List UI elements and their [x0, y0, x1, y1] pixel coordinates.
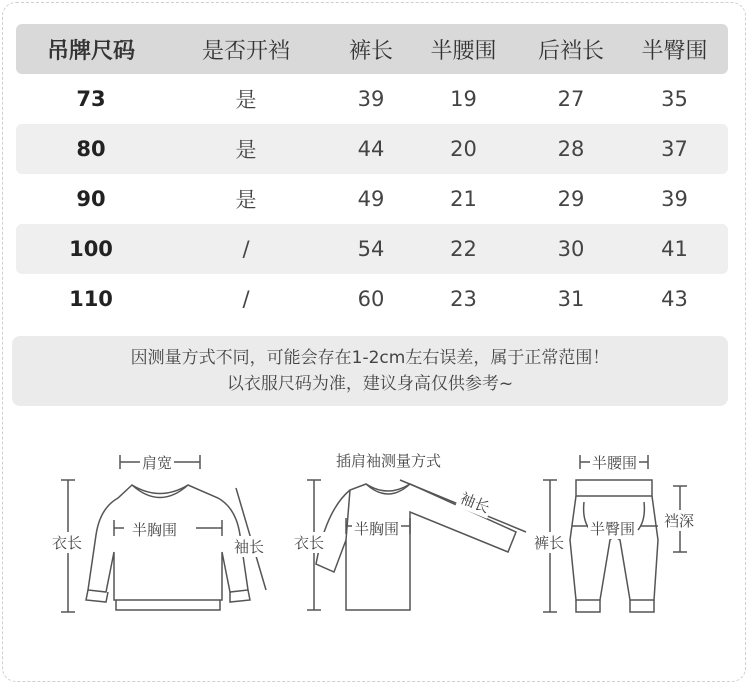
table-row: [16, 74, 728, 124]
cell-pants-length: 39: [357, 87, 385, 111]
cell-half-waist: 19: [450, 87, 477, 111]
cell-back-rise: 30: [557, 237, 585, 261]
header-half-waist: 半腰围: [430, 38, 497, 64]
size-table: [16, 24, 728, 324]
label-crotch-depth: 裆深: [664, 512, 695, 530]
pants-diagram: [528, 440, 728, 620]
cell-half-hip: 35: [661, 87, 688, 111]
sweater-diagram: [40, 440, 280, 620]
cell-open-crotch: /: [242, 237, 250, 261]
cell-open-crotch: 是: [235, 88, 257, 112]
label-body-length: 衣长: [52, 534, 83, 552]
label-sleeve-length: 袖长: [455, 486, 494, 518]
label-half-chest: 半胸围: [354, 520, 400, 538]
table-row: [16, 274, 728, 324]
cell-half-hip: 41: [661, 237, 688, 261]
cell-half-hip: 39: [661, 187, 688, 211]
label-pants-length: 裤长: [534, 534, 565, 552]
raglan-diagram: [290, 440, 530, 620]
header-open-crotch: 是否开裆: [201, 38, 290, 64]
cell-half-waist: 23: [450, 287, 477, 311]
label-shoulder-width: 肩宽: [142, 454, 173, 472]
cell-open-crotch: 是: [235, 138, 257, 162]
header-back-rise: 后裆长: [537, 38, 604, 64]
label-half-waist: 半腰围: [592, 454, 638, 472]
cell-back-rise: 28: [557, 137, 585, 161]
cell-half-hip: 43: [661, 287, 688, 311]
cell-size: 100: [69, 237, 113, 261]
table-row: [16, 224, 728, 274]
cell-half-hip: 37: [661, 137, 688, 161]
header-tag-size: 吊牌尺码: [46, 38, 135, 64]
cell-back-rise: 29: [557, 187, 585, 211]
note-line-1: 因测量方式不同，可能会存在1-2cm左右误差，属于正常范围！: [130, 348, 610, 368]
table-row: [16, 124, 728, 174]
table-row: [16, 174, 728, 224]
cell-open-crotch: 是: [235, 188, 257, 212]
cell-size: 73: [76, 87, 106, 111]
cell-size: 80: [76, 137, 106, 161]
raglan-title: 插肩袖测量方式: [336, 452, 442, 470]
note-line-2: 以衣服尺码为准，建议身高仅供参考~: [226, 374, 514, 394]
label-sleeve-length: 袖长: [234, 538, 265, 556]
cell-open-crotch: /: [242, 287, 250, 311]
label-half-chest: 半胸围: [132, 521, 178, 539]
cell-half-waist: 22: [450, 237, 477, 261]
cell-pants-length: 44: [357, 137, 385, 161]
cell-size: 110: [69, 287, 113, 311]
table-header-row: [16, 24, 728, 74]
cell-size: 90: [76, 187, 106, 211]
cell-pants-length: 60: [357, 287, 385, 311]
cell-half-waist: 20: [450, 137, 477, 161]
cell-back-rise: 31: [557, 287, 585, 311]
header-pants-length: 裤长: [348, 38, 393, 64]
cell-pants-length: 54: [357, 237, 385, 261]
cell-half-waist: 21: [450, 187, 477, 211]
cell-pants-length: 49: [357, 187, 385, 211]
cell-back-rise: 27: [557, 87, 585, 111]
header-half-hip: 半臀围: [641, 38, 708, 64]
label-half-hip: 半臀围: [590, 520, 636, 538]
measurement-note: [12, 336, 728, 406]
label-body-length: 衣长: [294, 534, 325, 552]
